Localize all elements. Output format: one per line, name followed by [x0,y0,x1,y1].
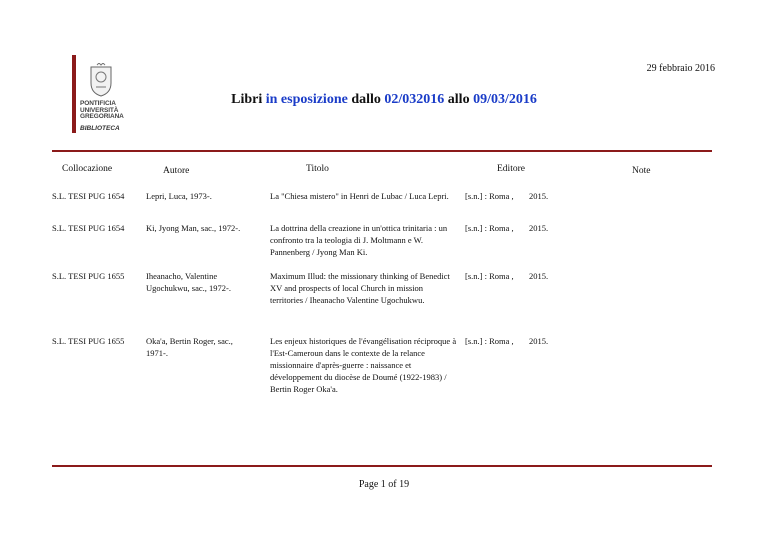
cell-anno: 2015. [529,223,549,233]
cell-titolo: Maximum Illud: the missionary thinking of Benedict XV and prospects of local Church in mission territories / Iheanacho Valentine Ugochukwu. [270,271,450,305]
cell-editore: [s.n.] : Roma , [465,223,514,233]
cell-collocazione: S.L. TESI PUG 1654 [52,191,125,201]
cell-anno: 2015. [529,191,549,201]
col-header-titolo: Titolo [306,164,329,174]
cell-collocazione: S.L. TESI PUG 1654 [52,223,125,233]
cell-collocazione: S.L. TESI PUG 1655 [52,271,125,281]
logo-text: PONTIFICIA UNIVERSITÀ GREGORIANA [80,100,124,120]
col-header-autore: Autore [163,166,190,176]
cell-editore: [s.n.] : Roma , [465,336,514,346]
logo-library-label: BIBLIOTECA [80,125,120,132]
cell-autore: Ki, Jyong Man, sac., 1972-. [146,223,241,233]
cell-autore: Oka'a, Bertin Roger, sac., 1971-. [146,336,233,358]
cell-autore: Lepri, Luca, 1973-. [146,191,212,201]
cell-editore: [s.n.] : Roma , [465,271,514,281]
print-date: 29 febbraio 2016 [646,63,715,74]
col-header-collocazione: Collocazione [62,164,113,174]
page-number: Page 1 of 19 [358,479,410,490]
cell-autore: Iheanacho, Valentine Ugochukwu, sac., 1972-. [146,271,231,293]
cell-anno: 2015. [529,336,549,346]
page-title: Libri in esposizione dallo 02/032016 allo 09/03/2016 [231,92,537,107]
cell-collocazione: S.L. TESI PUG 1655 [52,336,125,346]
cell-titolo: La "Chiesa mistero" in Henri de Lubac / Luca Lepri. [270,191,449,201]
cell-editore: [s.n.] : Roma , [465,191,514,201]
top-rule [52,150,712,152]
col-header-note: Note [632,166,651,176]
col-header-editore: Editore [497,164,525,174]
bottom-rule [52,465,712,467]
cell-titolo: La dottrina della creazione in un'ottica trinitaria : un confronto tra la teologia di J. Moltmann e W. Pannenberg / Jyong Man Ki. [270,223,448,257]
cell-anno: 2015. [529,271,549,281]
cell-titolo: Les enjeux historiques de l'évangélisation réciproque à l'Est-Cameroun dans le contexte de la relance missionnaire d'après-guerre : naissance et développement du diocèse de Doumé (1922-1983) / Bertin Roger Oka'a. [270,336,457,394]
